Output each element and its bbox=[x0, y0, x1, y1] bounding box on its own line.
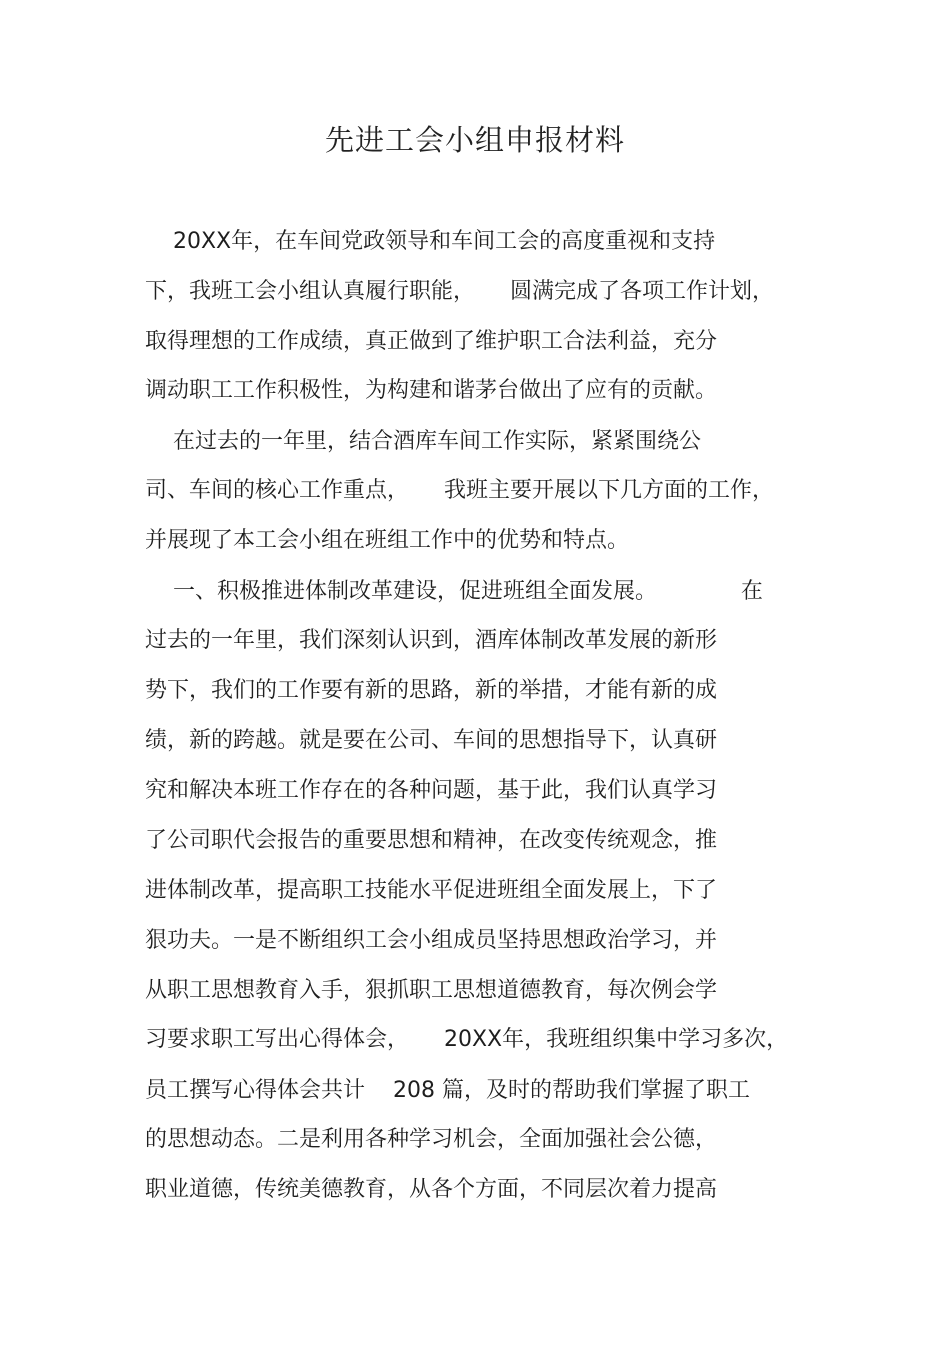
body-line: 取得理想的工作成绩，真正做到了维护职工合法利益，充分 bbox=[145, 329, 718, 354]
body-line: 一、积极推进体制改革建设，促进班组全面发展。 在 bbox=[145, 579, 763, 604]
body-line: 调动职工工作积极性，为构建和谐茅台做出了应有的贡献。 bbox=[145, 378, 718, 403]
body-line: 并展现了本工会小组在班组工作中的优势和特点。 bbox=[145, 528, 630, 553]
body-line: 在过去的一年里，结合酒库车间工作实际，紧紧围绕公 bbox=[145, 429, 701, 454]
body-line: 过去的一年里，我们深刻认识到，酒库体制改革发展的新形 bbox=[145, 628, 718, 653]
body-line: 狠功夫。一是不断组织工会小组成员坚持思想政治学习，并 bbox=[145, 928, 718, 953]
body-line: 从职工思想教育入手，狠抓职工思想道德教育，每次例会学 bbox=[145, 978, 718, 1003]
document-title: 先进工会小组申报材料 bbox=[324, 123, 625, 157]
body-line: 势下，我们的工作要有新的思路，新的举措，才能有新的成 bbox=[145, 678, 718, 703]
body-line: 员工撰写心得体会共计 208 篇，及时的帮助我们掌握了职工 bbox=[145, 1078, 750, 1103]
body-line: 绩，新的跨越。就是要在公司、车间的思想指导下，认真研 bbox=[145, 728, 718, 753]
body-line: 司、车间的核心工作重点， 我班主要开展以下几方面的工作， bbox=[145, 478, 774, 503]
body-line: 20XX年，在车间党政领导和车间工会的高度重视和支持 bbox=[145, 229, 716, 254]
body-line: 的思想动态。二是利用各种学习机会，全面加强社会公德， bbox=[145, 1127, 718, 1152]
body-line: 职业道德，传统美德教育，从各个方面，不同层次着力提高 bbox=[145, 1177, 718, 1202]
body-line: 进体制改革，提高职工技能水平促进班组全面发展上，下了 bbox=[145, 878, 718, 903]
body-line: 习要求职工写出心得体会， 20XX年，我班组织集中学习多次， bbox=[145, 1027, 789, 1052]
body-line: 究和解决本班工作存在的各种问题，基于此，我们认真学习 bbox=[145, 778, 718, 803]
body-line: 下，我班工会小组认真履行职能， 圆满完成了各项工作计划， bbox=[145, 279, 774, 304]
body-line: 了公司职代会报告的重要思想和精神，在改变传统观念，推 bbox=[145, 828, 718, 853]
